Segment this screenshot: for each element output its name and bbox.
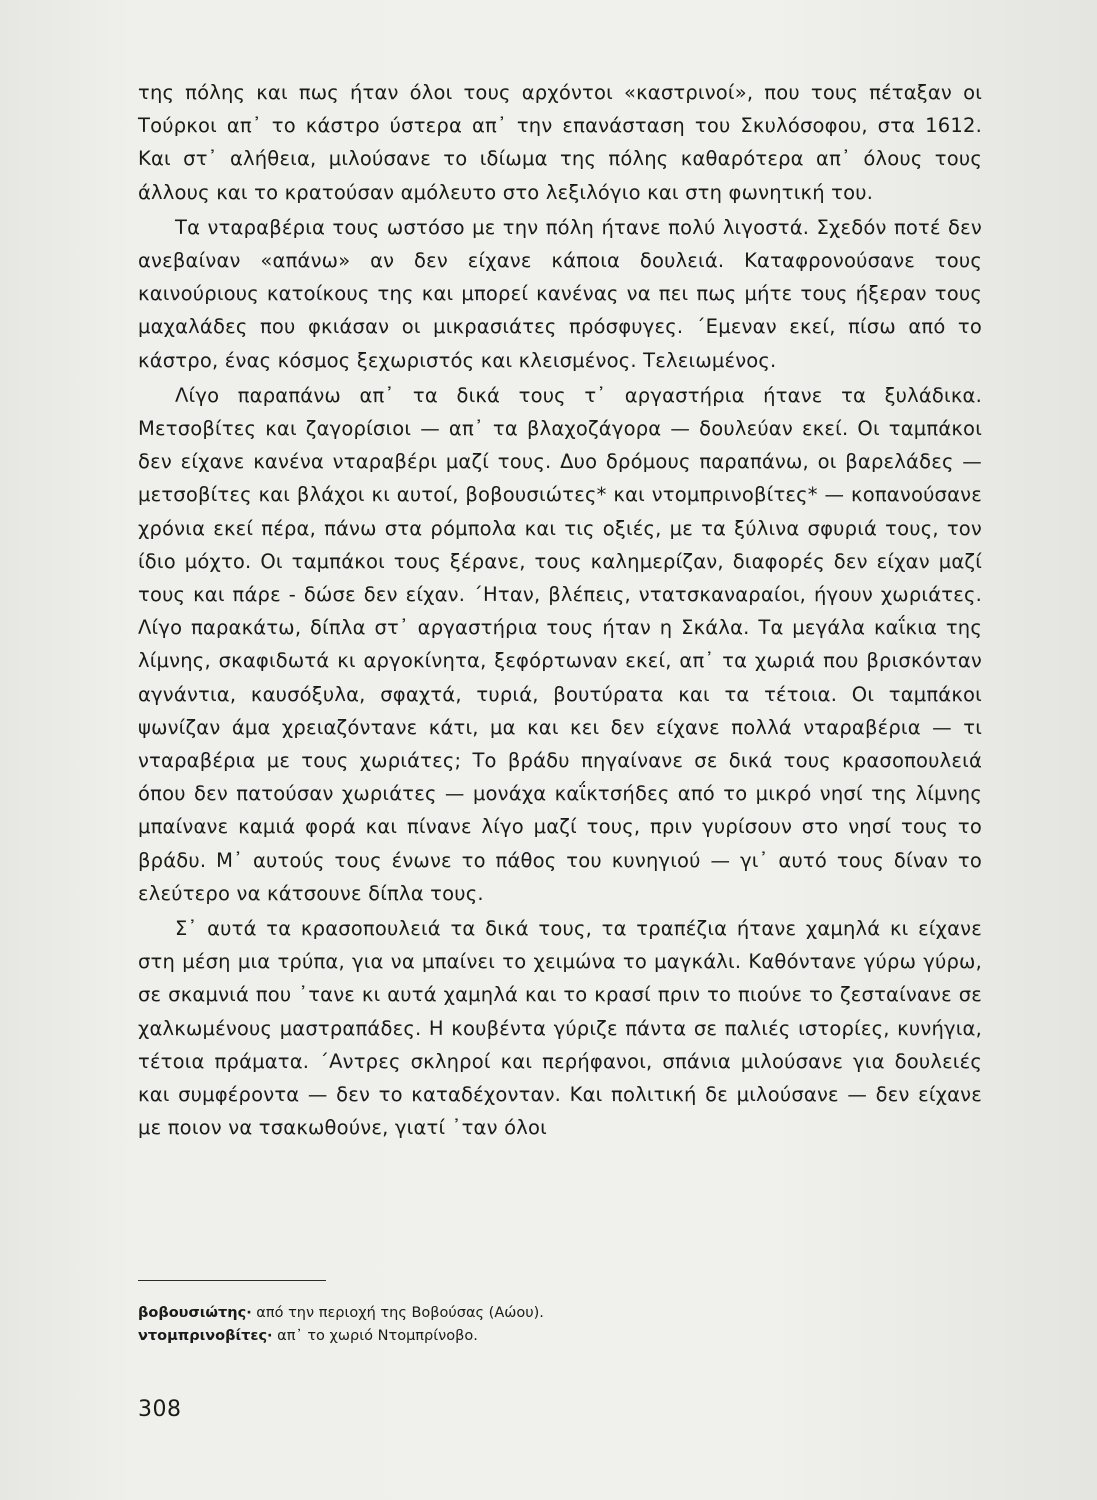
footnote-definition: απ᾽ το χωριό Ντομπρίνοβο.: [272, 1328, 478, 1344]
footnotes: [138, 1302, 838, 1348]
footnote-item: [138, 1302, 838, 1325]
paragraph-4: Σ᾽ αυτά τα κρασοπουλειά τα δικά τους, τα τραπέζια ήτανε χαμηλά κι είχανε στη μέση μια τρύπα, για να μπαίνει το χειμώνα το μαγκάλι. Καθόντανε γύρω γύρω, σε σκαμνιά που ᾽τανε κι αυτά χαμηλά και το κρασί πριν το πιούνε το ζεσταίνανε σε χαλκωμένους μαστραπάδες. Η κουβέντα γύριζε πάντα σε παλιές ιστορίες, κυνήγια, τέτοια πράματα. ΄Αντρες σκληροί και περήφανοι, σπάνια μιλούσανε για δουλειές και συμφέροντα — δεν το καταδέχονταν. Και πολιτική δε μιλούσανε — δεν είχανε με ποιον να τσακωθούνε, γιατί ᾽ταν όλοι: [138, 917, 982, 1140]
footnote-definition: από την περιοχή της Βοβούσας (Αώου).: [251, 1305, 544, 1321]
footnote-term: βοβουσιώτης·: [138, 1305, 252, 1321]
footnote-term: ντομπρινοβίτες·: [138, 1328, 273, 1344]
footnote-item: [138, 1325, 838, 1348]
footnote-divider: [138, 1280, 326, 1281]
paragraph-1: της πόλης και πως ήταν όλοι τους αρχόντοι «καστρινοί», που τους πέταξαν οι Τούρκοι απ᾽ το κάστρο ύστερα απ᾽ την επανάσταση του Σκυλόσοφου, στα 1612. Και στ᾽ αλήθεια, μιλούσανε το ιδίωμα της πόλης καθαρότερα απ᾽ όλους τους άλλους και το κρατούσαν αμόλευτο στο λεξιλόγιο και στη φωνητική του.: [138, 81, 982, 204]
body-text: [138, 76, 982, 1147]
page-number: 308: [138, 1397, 182, 1422]
paragraph-2: Τα νταραβέρια τους ωστόσο με την πόλη ήτανε πολύ λιγοστά. Σχεδόν ποτέ δεν ανεβαίναν «απάνω» αν δεν είχανε κάποια δουλειά. Καταφρονούσανε τους καινούριους κατοίκους της και μπορεί κανένας να πει πως μήτε τους ήξεραν τους μαχαλάδες που φκιάσαν οι μικρασιάτες πρόσφυγες. ΄Εμεναν εκεί, πίσω από το κάστρο, ένας κόσμος ξεχωριστός και κλεισμένος. Τελειωμένος.: [138, 215, 982, 372]
paragraph-3: Λίγο παραπάνω απ᾽ τα δικά τους τ᾽ αργαστήρια ήτανε τα ξυλάδικα. Μετσοβίτες και ζαγορίσιοι — απ᾽ τα βλαχοζάγορα — δουλεύαν εκεί. Οι ταμπάκοι δεν είχανε κανένα νταραβέρι μαζί τους. Δυο δρόμους παραπάνω, οι βαρελάδες — μετσοβίτες και βλάχοι κι αυτοί, βοβουσιώτες* και ντομπρινοβίτες* — κοπανούσανε χρόνια εκεί πέρα, πάνω στα ρόμπολα και τις οξιές, με τα ξύλινα σφυριά τους, τον ίδιο μόχτο. Οι ταμπάκοι τους ξέρανε, τους καλημερίζαν, διαφορές δεν είχαν μαζί τους και πάρε - δώσε δεν είχαν. ΄Ηταν, βλέπεις, ντατσκαναραίοι, ήγουν χωριάτες. Λίγο παρακάτω, δίπλα στ᾽ αργαστήρια τους ήταν η Σκάλα. Τα μεγάλα καΐκια της λίμνης, σκαφιδωτά κι αργοκίνητα, ξεφόρτωναν εκεί, απ᾽ τα χωριά που βρισκόνταν αγνάντια, καυσόξυλα, σφαχτά, τυριά, βουτύρατα και τα τέτοια. Οι ταμπάκοι ψωνίζαν άμα χρειαζόντανε κάτι, μα και κει δεν είχανε πολλά νταραβέρια — τι νταραβέρια με τους χωριάτες; Το βράδυ πηγαίνανε σε δικά τους κρασοπουλειά όπου δεν πατούσαν χωριάτες — μονάχα καΐκτσήδες από το μικρό νησί της λίμνης μπαίνανε καμιά φορά και πίνανε λίγο μαζί τους, πριν γυρίσουν στο νησί τους το βράδυ. Μ᾽ αυτούς τους ένωνε το πάθος του κυνηγιού — γι᾽ αυτό τους δίναν το ελεύτερο να κάτσουνε δίπλα τους.: [138, 383, 982, 905]
